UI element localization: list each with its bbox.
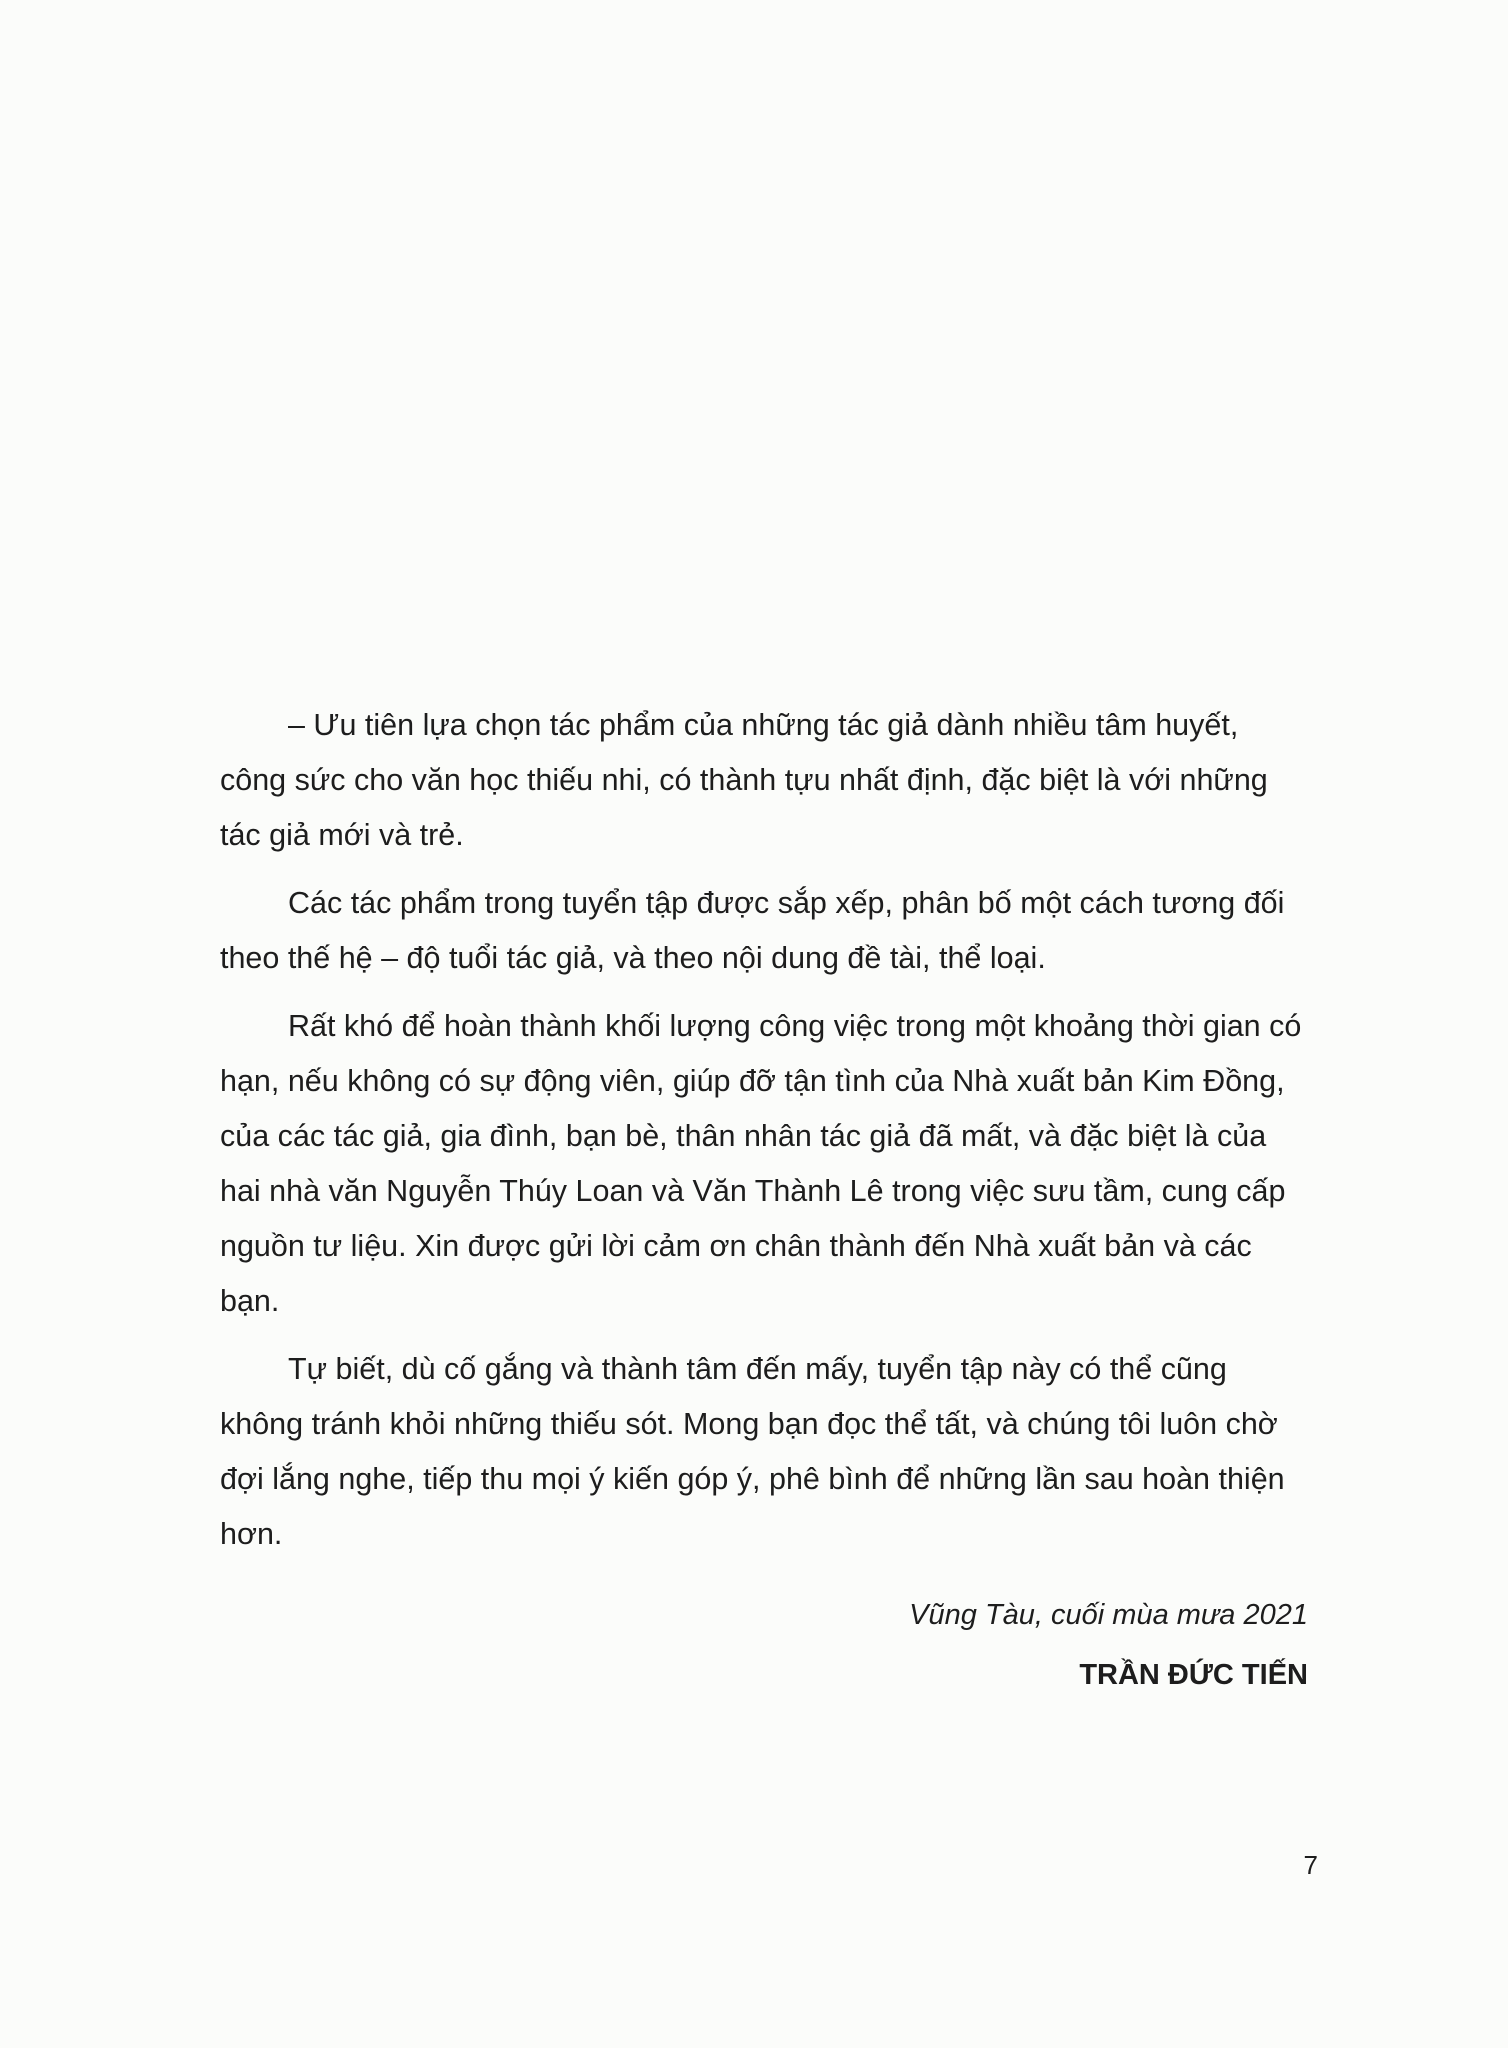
body-text: [220, 698, 1310, 1575]
paragraph-apology: Tự biết, dù cố gắng và thành tâm đến mấy, tuyển tập này có thể cũng không tránh khỏi những thiếu sót. Mong bạn đọc thể tất, và chúng tôi luôn chờ đợi lắng nghe, tiếp thu mọi ý kiến góp ý, phê bình để những lần sau hoàn thiện hơn.: [220, 1352, 1285, 1551]
place-date: Vũng Tàu, cuối mùa mưa 2021: [909, 1599, 1308, 1631]
page-number: 7: [1303, 1850, 1318, 1880]
signoff-block: [909, 1595, 1308, 1695]
author-name: TRẦN ĐỨC TIẾN: [1079, 1659, 1308, 1691]
paragraph-arrangement: Các tác phẩm trong tuyển tập được sắp xếp, phân bố một cách tương đối theo thế hệ – độ tuổi tác giả, và theo nội dung đề tài, thể loại.: [220, 886, 1285, 975]
paragraph-priority: – Ưu tiên lựa chọn tác phẩm của những tác giả dành nhiều tâm huyết, công sức cho văn học thiếu nhi, có thành tựu nhất định, đặc biệt là với những tác giả mới và trẻ.: [220, 708, 1268, 852]
paragraph-acknowledgement: Rất khó để hoàn thành khối lượng công việc trong một khoảng thời gian có hạn, nếu không có sự động viên, giúp đỡ tận tình của Nhà xuất bản Kim Đồng, của các tác giả, gia đình, bạn bè, thân nhân tác giả đã mất, và đặc biệt là của hai nhà văn Nguyễn Thúy Loan và Văn Thành Lê trong việc sưu tầm, cung cấp nguồn tư liệu. Xin được gửi lời cảm ơn chân thành đến Nhà xuất bản và các bạn.: [220, 1009, 1302, 1318]
